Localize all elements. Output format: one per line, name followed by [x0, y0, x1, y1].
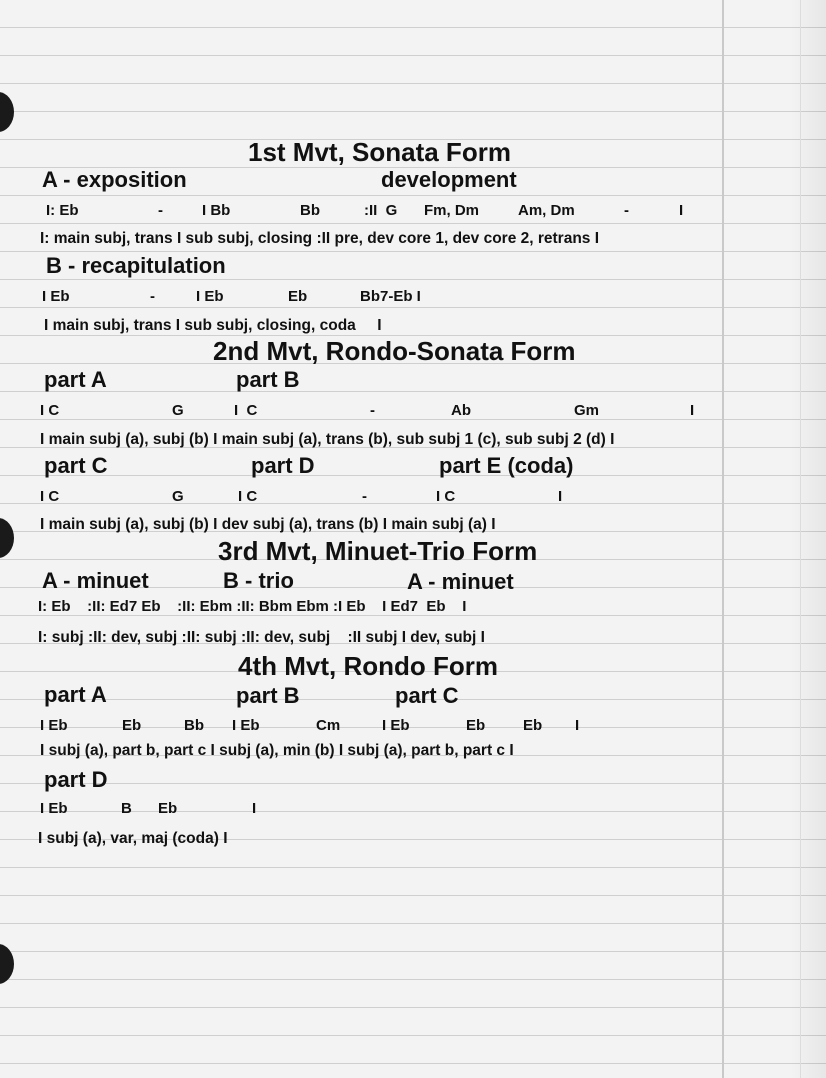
mvt2-label-part-c: part C [44, 453, 108, 478]
mvt3-label-minuet: A - minuet [42, 568, 149, 593]
chord-symbol: Cm [316, 717, 341, 734]
chord-symbol: I [679, 202, 684, 219]
chord-symbol: I [252, 800, 257, 817]
binder-hole-middle [0, 518, 14, 558]
chord-symbol: - [624, 202, 629, 219]
chord-symbol: - [158, 202, 163, 219]
chord-symbol: I [575, 717, 580, 734]
chord-symbol: B [121, 800, 132, 817]
mvt1-description-1: I: main subj, trans I sub subj, closing :II pre, dev core 1, dev core 2, retrans I [40, 230, 600, 247]
mvt1-label-recapitulation: B - recapitulation [46, 253, 226, 278]
chord-symbol: G [172, 488, 184, 505]
chord-symbol: I [690, 402, 695, 419]
chord-symbol: Fm, Dm [424, 202, 480, 219]
mvt1-label-development: development [381, 167, 517, 192]
mvt1-description-2: I main subj, trans I sub subj, closing, coda I [44, 317, 382, 334]
chord-symbol: - [150, 288, 155, 305]
chord-symbol: I C [238, 488, 258, 505]
chord-symbol: I Bb [202, 202, 231, 219]
chord-symbol: I [558, 488, 563, 505]
mvt4-label-part-d: part D [44, 767, 108, 792]
chord-symbol: - [362, 488, 367, 505]
chord-symbol: I C [40, 402, 60, 419]
mvt2-description-2: I main subj (a), subj (b) I dev subj (a), trans (b) I main subj (a) I [40, 516, 496, 533]
chord-symbol: Bb [184, 717, 204, 734]
mvt3-label-trio: B - trio [223, 568, 294, 593]
mvt3-label-minuet-return: A - minuet [407, 569, 514, 594]
chord-symbol: Bb7-Eb I [360, 288, 421, 305]
mvt4-description-2: I subj (a), var, maj (coda) I [38, 830, 228, 847]
chord-symbol: Am, Dm [518, 202, 575, 219]
chord-symbol: I C [436, 488, 456, 505]
binder-hole-bottom [0, 944, 14, 984]
chord-symbol: I C [234, 402, 258, 419]
chord-symbol: - [370, 402, 375, 419]
chord-symbol: Eb [466, 717, 486, 734]
mvt3-description: I: subj :II: dev, subj :II: subj :II: dev, subj :II subj I dev, subj I [38, 629, 485, 646]
margin-line [722, 0, 724, 1078]
mvt4-label-part-a: part A [44, 682, 107, 707]
chord-symbol: I: Eb [46, 202, 79, 219]
page-edge-line [800, 0, 801, 1078]
mvt1-label-exposition: A - exposition [42, 167, 187, 192]
mvt4-title: 4th Mvt, Rondo Form [238, 651, 498, 681]
chord-symbol: Ab [451, 402, 471, 419]
mvt1-title: 1st Mvt, Sonata Form [248, 137, 511, 167]
mvt3-chords: I: Eb :II: Ed7 Eb :II: Ebm :II: Bbm Ebm :I Eb I Ed7 Eb I [38, 598, 467, 615]
mvt4-label-part-b: part B [236, 683, 300, 708]
chord-symbol: Bb [300, 202, 320, 219]
mvt2-label-part-d: part D [251, 453, 315, 478]
chord-symbol: I Eb [40, 800, 68, 817]
binder-hole-top [0, 92, 14, 132]
chord-symbol: I Eb [382, 717, 410, 734]
chord-symbol: Eb [122, 717, 142, 734]
chord-symbol: Eb [523, 717, 543, 734]
mvt3-title: 3rd Mvt, Minuet-Trio Form [218, 536, 538, 566]
chord-symbol: Eb [158, 800, 178, 817]
mvt4-description-1: I subj (a), part b, part c I subj (a), min (b) I subj (a), part b, part c I [40, 742, 514, 759]
chord-symbol: Gm [574, 402, 600, 419]
chord-symbol: I Eb [40, 717, 68, 734]
mvt2-label-part-b: part B [236, 367, 300, 392]
chord-symbol: I Eb [196, 288, 224, 305]
mvt2-label-part-e: part E (coda) [439, 453, 574, 478]
mvt4-label-part-c: part C [395, 683, 459, 708]
chord-symbol: I Eb [232, 717, 260, 734]
chord-symbol: Eb [288, 288, 308, 305]
mvt2-title: 2nd Mvt, Rondo-Sonata Form [213, 336, 576, 366]
chord-symbol: I Eb [42, 288, 70, 305]
chord-symbol: :II G [364, 202, 398, 219]
mvt2-label-part-a: part A [44, 367, 107, 392]
mvt2-description-1: I main subj (a), subj (b) I main subj (a), trans (b), sub subj 1 (c), sub subj 2 (d) I [40, 431, 615, 448]
chord-symbol: I C [40, 488, 60, 505]
chord-symbol: G [172, 402, 184, 419]
